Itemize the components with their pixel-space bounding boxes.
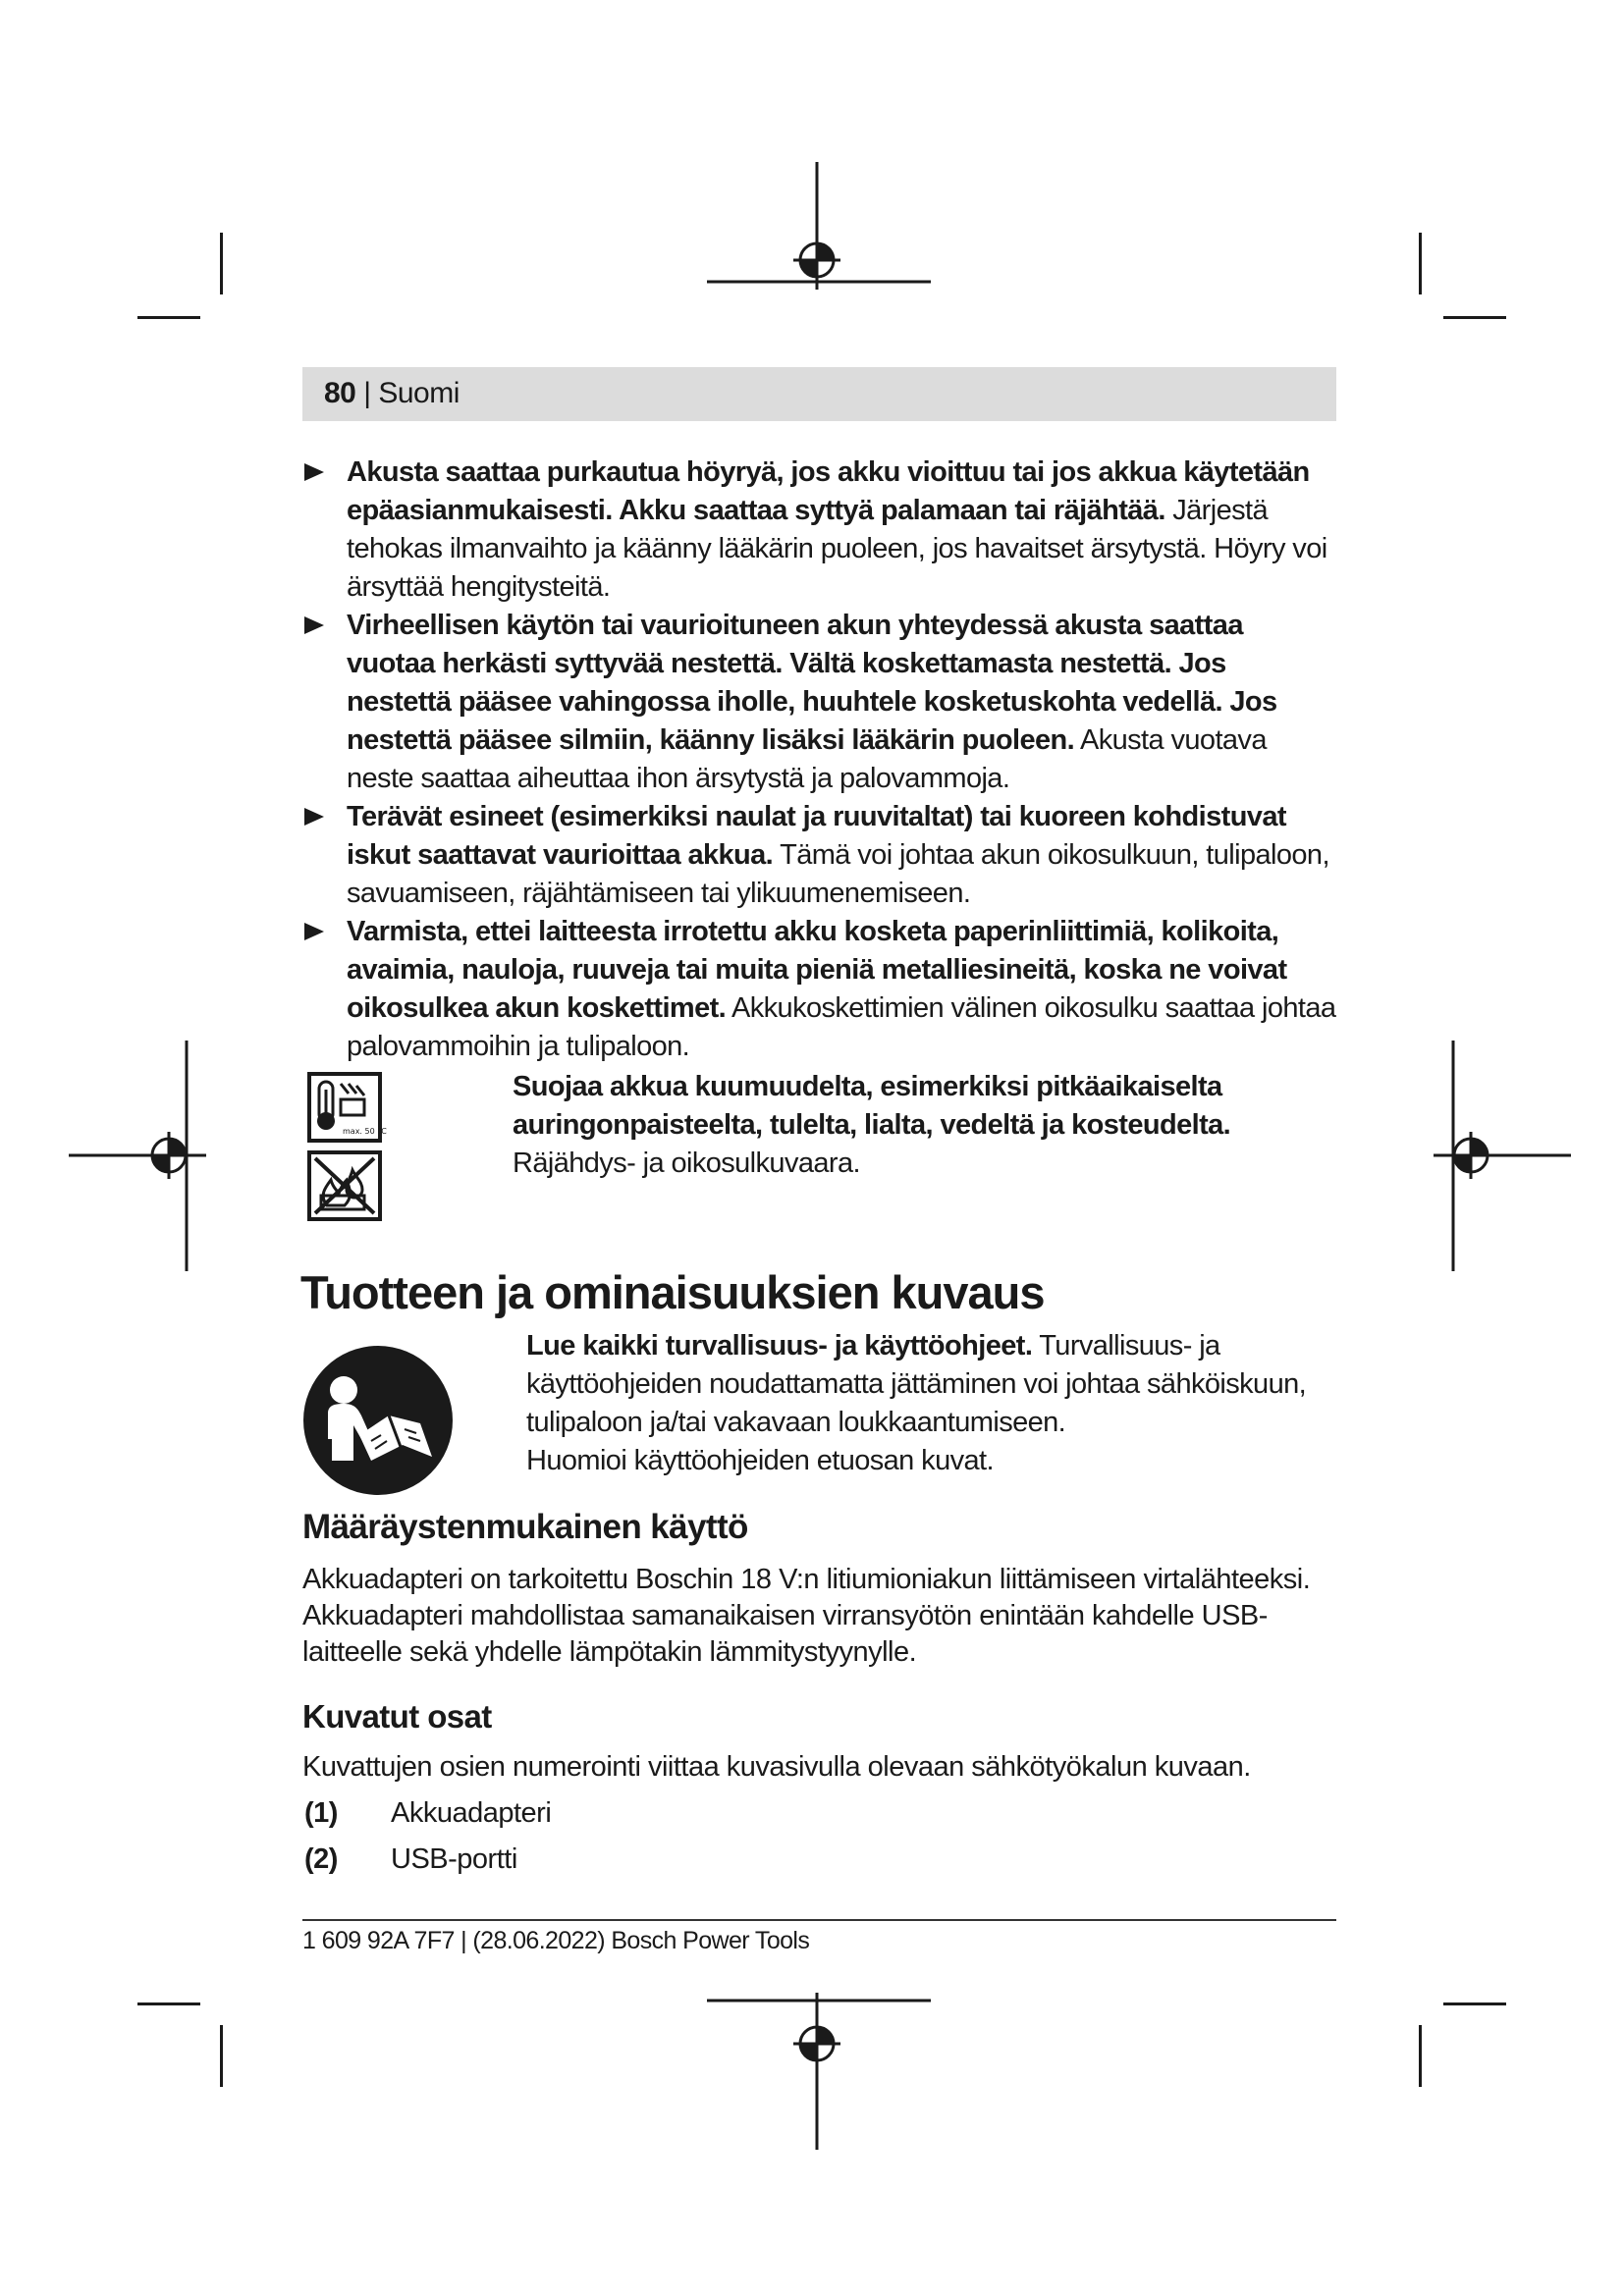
read-instructions-rest: Turvallisuus- ja käyttöohjeiden noudattamatta jättäminen voi johtaa sähköiskuun, tulipaloon ja/tai vakavaan loukkaantumiseen. bbox=[526, 1330, 1307, 1438]
read-manual-icon bbox=[302, 1345, 454, 1496]
page-header bbox=[302, 367, 1336, 421]
warning-item bbox=[302, 798, 1336, 913]
warning-lead: Akusta saattaa purkautua höyryä, jos akku vioittuu tai jos akkua käytetään epäasianmukaisesti. Akku saattaa syttyä palamaan tai räjähtää. bbox=[347, 456, 1310, 526]
triangle-bullet-icon bbox=[302, 614, 326, 637]
registration-mark-right bbox=[1414, 1041, 1571, 1276]
footer-text: 1 609 92A 7F7 | (28.06.2022) Bosch Power Tools bbox=[302, 1927, 810, 1954]
intended-use-text: Akkuadapteri on tarkoitettu Boschin 18 V:n litiumioniakun liittämiseen virtalähteeksi. Akkuadapteri mahdollistaa samanaikaisen virransyötön enintään kahdelle USB-laitteelle sekä yhdelle lämpötakin lämmitystyynylle. bbox=[302, 1564, 1311, 1668]
heat-warning-rest: Räjähdys- ja oikosulkuvaara. bbox=[513, 1148, 860, 1179]
warning-text: Tämä voi johtaa akun oikosulkuun, tulipaloon, savuamiseen, räjähtämiseen tai ylikuumenemiseen. bbox=[347, 839, 1329, 909]
warning-item bbox=[302, 607, 1336, 798]
component-label: Akkuadapteri bbox=[391, 1797, 552, 1829]
components-title: Kuvatut osat bbox=[302, 1698, 492, 1735]
read-instructions-text bbox=[526, 1327, 1337, 1442]
components-intro: Kuvattujen osien numerointi viittaa kuvasivulla olevaan sähkötyökalun kuvaan. bbox=[302, 1751, 1251, 1783]
component-number: (2) bbox=[304, 1843, 338, 1875]
section-title: Tuotteen ja ominaisuuksien kuvaus bbox=[300, 1266, 1045, 1318]
component-item bbox=[304, 1842, 517, 1877]
heat-warning-icon bbox=[307, 1072, 387, 1143]
heat-warning-lead: Suojaa akkua kuumuudelta, esimerkiksi pitkäaikaiselta auringonpaisteelta, tulelta, lialta, vedeltä ja kosteudelta. bbox=[513, 1071, 1231, 1141]
triangle-bullet-icon bbox=[302, 920, 326, 943]
triangle-bullet-icon bbox=[302, 805, 326, 828]
warning-item bbox=[302, 913, 1336, 1066]
read-instructions-lead: Lue kaikki turvallisuus- ja käyttöohjeet. bbox=[526, 1330, 1033, 1362]
warning-item bbox=[302, 454, 1336, 607]
read-instructions-note: Huomioi käyttöohjeiden etuosan kuvat. bbox=[526, 1445, 994, 1476]
registration-mark-left bbox=[69, 1041, 226, 1276]
heat-icon-label: max. 50 °C bbox=[343, 1127, 387, 1136]
warning-lead: Virheellisen käytön tai vaurioituneen akun yhteydessä akusta saattaa vuotaa herkästi syttyvää nestettä. Vältä koskettamasta nestettä. Jos nestettä pääsee vahingossa iholle, huuhtele kosketuskohta vedellä. Jos nestettä pääsee silmiin, käänny lisäksi lääkärin puoleen. bbox=[347, 610, 1277, 756]
warning-lead: Terävät esineet (esimerkiksi naulat ja ruuvitaltat) tai kuoreen kohdistuvat iskut saattavat vaurioittaa akkua. bbox=[347, 801, 1286, 871]
warning-text: Akkukoskettimien välinen oikosulku saattaa johtaa palovammoihin ja tulipaloon. bbox=[347, 992, 1336, 1062]
registration-mark-top bbox=[699, 162, 935, 319]
header-separator: | bbox=[363, 377, 371, 409]
warning-text: Akusta vuotava neste saattaa aiheuttaa ihon ärsytystä ja palovammoja. bbox=[347, 724, 1267, 794]
intended-use-title: Määräystenmukainen käyttö bbox=[302, 1508, 748, 1546]
header-text bbox=[324, 377, 460, 410]
footer-divider bbox=[302, 1919, 1336, 1921]
registration-mark-bottom bbox=[699, 1973, 935, 2150]
triangle-bullet-icon bbox=[302, 460, 326, 484]
component-item bbox=[304, 1795, 551, 1831]
component-number: (1) bbox=[304, 1797, 338, 1829]
component-label: USB-portti bbox=[391, 1843, 517, 1875]
header-language: Suomi bbox=[378, 377, 460, 409]
no-water-fire-icon bbox=[307, 1150, 382, 1221]
warning-text: Järjestä tehokas ilmanvaihto ja käänny lääkärin puoleen, jos havaitset ärsytystä. Höyry voi ärsyttää hengitysteitä. bbox=[347, 495, 1327, 603]
page-number: 80 bbox=[324, 377, 356, 409]
warning-lead: Varmista, ettei laitteesta irrotettu akku kosketa paperinliittimiä, kolikoita, avaimia, nauloja, ruuveja tai muita pieniä metalliesineitä, koska ne voivat oikosulkea akun koskettimet. bbox=[347, 916, 1287, 1024]
heat-warning-text bbox=[513, 1068, 1337, 1183]
